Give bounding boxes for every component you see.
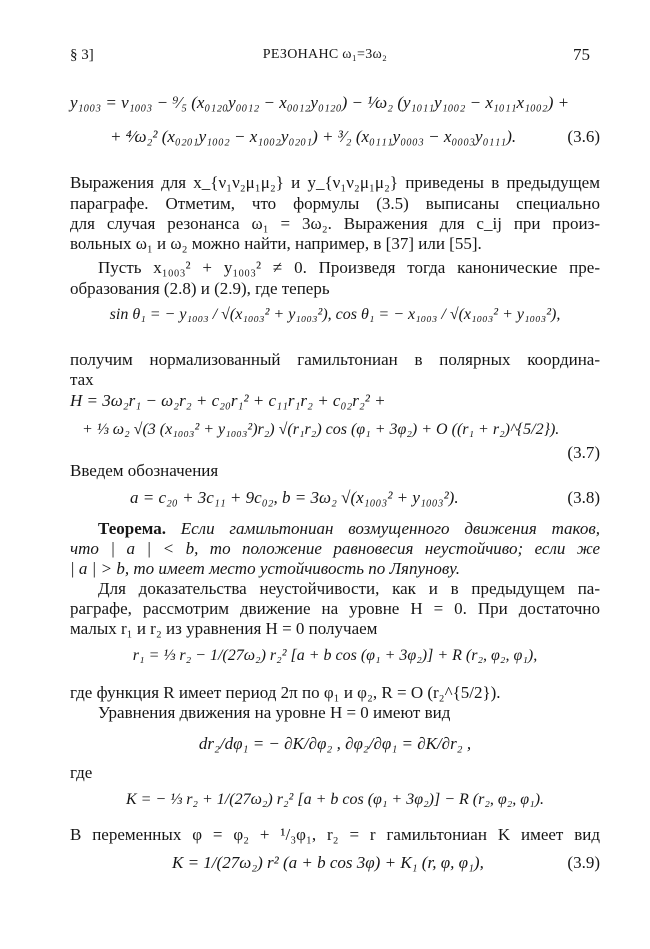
- text-line: вольных ω₁ и ω₂ можно найти, например, в [37] или [55].: [70, 234, 482, 253]
- text-line: Для доказательства неустойчивости, как и в предыдущем па-: [98, 579, 600, 598]
- text-line: Выражения для x_{ν₁ν₂μ₁μ₂} и y_{ν₁ν₂μ₁μ₂} приведены в предыдущем: [70, 173, 600, 192]
- equation-sin-cos-theta: sin θ₁ = − y₁₀₀₃ / √(x₁₀₀₃² + y₁₀₀₃²), cos θ₁ = − x₁₀₀₃ / √(x₁₀₀₃² + y₁₀₀₃²),: [109, 306, 561, 323]
- equation-3-8: a = c₂₀ + 3c₁₁ + 9c₀₂, b = 3ω₂ √(x₁₀₀₃² + y₁₀₀₃²).: [130, 488, 459, 507]
- equation-3-6-line-2: + ⁴⁄ω₂² (x₀₂₀₁y₁₀₀₂ − x₁₀₀₂y₀₂₀₁) + ³⁄₂ (x₀₁₁₁y₀₀₀₃ − x₀₀₀₃y₀₁₁₁).: [110, 127, 517, 146]
- equation-3-7-line-2: + ⅓ ω₂ √(3 (x₁₀₀₃² + y₁₀₀₃²)r₂) √(r₁r₂) cos (φ₁ + 3φ₂) + O ((r₁ + r₂)^{5/2}).: [82, 421, 560, 438]
- equation-3-7-line-1: H = 3ω₂r₁ − ω₂r₂ + c₂₀r₁² + c₁₁r₁r₂ + c₀₂r₂² +: [70, 391, 386, 410]
- theorem-label: Теорема.: [98, 519, 166, 538]
- text-line: Введем обозначения: [70, 461, 219, 480]
- text-line: Пусть x₁₀₀₃² + y₁₀₀₃² ≠ 0. Произведя тогда канонические пре-: [98, 258, 600, 277]
- text-line: где функция R имеет период 2π по φ₁ и φ₂, R = O (r₂^{5/2}).: [70, 683, 501, 702]
- text-line: Уравнения движения на уровне H = 0 имеют вид: [98, 703, 451, 722]
- text-line: получим нормализованный гамильтониан в полярных координа-: [70, 350, 600, 369]
- section-label: § 3]: [70, 47, 94, 63]
- text-line: малых r₁ и r₂ из уравнения H = 0 получаем: [70, 619, 378, 638]
- equation-3-9: K = 1/(27ω₂) r² (a + b cos 3φ) + K₁ (r, φ, φ₁),: [172, 853, 484, 872]
- text-line: где: [70, 763, 93, 782]
- theorem-line: что | a | < b, то положение равновесия неустойчиво; если же: [70, 539, 600, 558]
- equation-number-3-7: (3.7): [567, 443, 600, 462]
- equation-3-6-line-1: y₁₀₀₃ = v₁₀₀₃ − ⁹⁄₅ (x₀₁₂₀y₀₀₁₂ − x₀₀₁₂y₀₁₂₀) − ¹⁄ω₂ (y₁₀₁₁y₁₀₀₂ − x₁₀₁₁x₁₀₀₂) +: [70, 93, 570, 112]
- text-line: для случая резонанса ω₁ = 3ω₂. Выражения для c_ij при произ-: [70, 214, 600, 233]
- page-number: 75: [573, 45, 590, 64]
- text-line: В переменных φ = φ₂ + ¹/₃φ₁, r₂ = r гамильтониан K имеет вид: [70, 825, 600, 844]
- equation-number-3-6: (3.6): [567, 127, 600, 146]
- text-line: раграфе, рассмотрим движение на уровне H = 0. При достаточно: [70, 599, 600, 618]
- text-line: параграфе. Отметим, что формулы (3.5) выписаны специально: [70, 194, 600, 213]
- equation-r1: r₁ = ⅓ r₂ − 1/(27ω₂) r₂² [a + b cos (φ₁ + 3φ₂)] + R (r₂, φ₂, φ₁),: [132, 647, 538, 664]
- equation-number-3-9: (3.9): [567, 853, 600, 872]
- theorem-line: Теорема. Если гамильтониан возмущенного движения таков,: [98, 519, 600, 538]
- text-line: образования (2.8) и (2.9), где теперь: [70, 279, 330, 298]
- running-title: РЕЗОНАНС ω₁=3ω₂: [262, 47, 388, 62]
- text-line: тах: [70, 370, 94, 389]
- equation-number-3-8: (3.8): [567, 488, 600, 507]
- equation-K: K = − ⅓ r₂ + 1/(27ω₂) r₂² [a + b cos (φ₁ + 3φ₂)] − R (r₂, φ₂, φ₁).: [125, 791, 545, 808]
- theorem-line: | a | > b, то имеет место устойчивость по Ляпунову.: [70, 559, 461, 578]
- equation-motion: dr₂/dφ₁ = − ∂K/∂φ₂ , ∂φ₂/∂φ₁ = ∂K/∂r₂ ,: [198, 734, 472, 753]
